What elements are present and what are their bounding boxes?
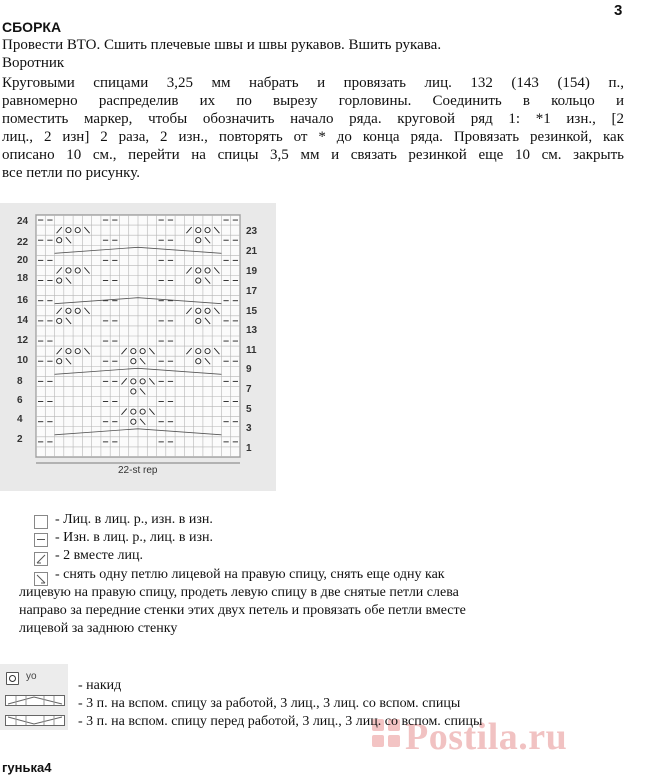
legend-k2tog: - 2 вместе лиц. [55,548,143,563]
chart-right-label: 23 [246,226,258,237]
chart-left-label: 16 [17,295,29,306]
legend-knit: - Лиц. в лиц. р., изн. в изн. [55,512,213,527]
knitting-chart-grid [0,203,276,491]
collar-line: все петли по рисунку. [2,165,140,181]
chart-right-label: 17 [246,286,258,297]
chart-right-label: 3 [246,423,252,434]
chart-right-label: 7 [246,384,252,395]
yo-symbol-icon [6,672,19,685]
chart-right-label: 19 [246,266,258,277]
legend-purl: - Изн. в лиц. р., лиц. в изн. [55,530,213,545]
chart-right-label: 5 [246,404,252,415]
chart-left-label: 20 [17,255,29,266]
collar-line: лиц., 2 изн] 2 раза, 2 изн., повторять от * до конца ряда. Провязать резинкой, как [2,129,624,145]
chart-left-label: 22 [17,237,29,248]
chart-right-label: 11 [246,345,257,356]
legend-ssk-line: лицевую на правую спицу, продеть левую спицу в две снятые петли слева [19,585,459,600]
collar-title: Воротник [2,55,65,71]
cable-back-symbol-icon [5,695,65,706]
chart-right-label: 1 [246,443,252,454]
assembly-text: Провести ВТО. Сшить плечевые швы и швы рукавов. Вшить рукава. [2,37,442,53]
chart-left-label: 24 [17,216,29,227]
chart-left-label: 18 [17,273,29,284]
collar-line: равномерно распределив их по вырезу горловины. Соединить в кольцо и [2,93,624,109]
signature: гунька4 [2,760,52,775]
symbol-panel [0,664,68,730]
ssk-symbol-icon [34,572,48,586]
chart-right-label: 15 [246,306,258,317]
yo-symbol-label: yo [26,671,37,682]
legend-yo: - накид [78,678,122,693]
collar-line: описано 10 см., перейти на спицы 3,5 мм и связать резинкой еще 10 см. закрыть [2,147,624,163]
chart-left-label: 4 [17,414,23,425]
legend-ssk-line: - снять одну петлю лицевой на правую спицу, снять еще одну как [55,567,445,582]
chart-left-label: 2 [17,434,23,445]
chart-left-label: 8 [17,376,23,387]
watermark: Postila.ru [405,716,568,758]
cable-front-symbol-icon [5,715,65,726]
legend-ssk-line: лицевой за заднюю стенку [19,621,178,636]
legend-ssk-line: направо за передние стенки этих двух петель и провязать обе петли вместе [19,603,466,618]
chart-repeat-label: 22-st rep [118,465,158,476]
chart-left-label: 12 [17,335,29,346]
knitting-chart [0,203,276,491]
assembly-heading: СБОРКА [2,19,62,35]
chart-left-label: 10 [17,355,29,366]
legend-cable-front: - 3 п. на вспом. спицу перед работой, 3 лиц., 3 лиц. со вспом. спицы [78,714,483,729]
chart-right-label: 9 [246,364,252,375]
chart-left-label: 6 [17,395,23,406]
k2tog-symbol-icon [34,552,48,566]
knit-symbol-icon [34,515,48,529]
purl-symbol-icon [34,533,48,547]
collar-paragraph [2,74,624,182]
collar-line: Круговыми спицами 3,25 мм набрать и провязать лиц. 132 (143 (154) п., [2,75,624,91]
chart-right-label: 13 [246,325,258,336]
chart-left-label: 14 [17,315,29,326]
chart-right-label: 21 [246,246,258,257]
page-number: 3 [614,2,623,19]
collar-line: поместить маркер, чтобы обозначить начало ряда. круговой ряд 1: *1 изн., [2 [2,111,624,127]
legend-cable-back: - 3 п. на вспом. спицу за работой, 3 лиц., 3 лиц. со вспом. спицы [78,696,461,711]
